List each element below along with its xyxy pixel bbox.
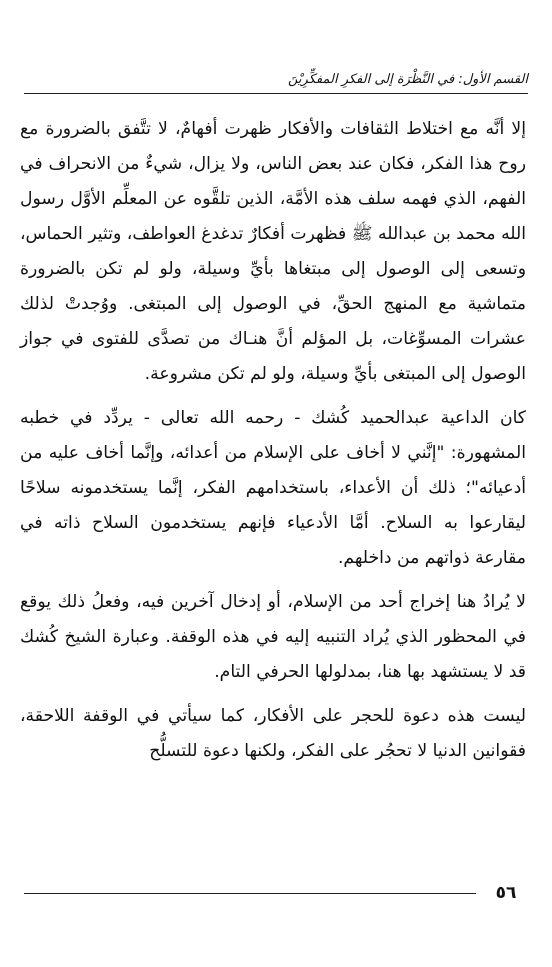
paragraph-1: إلا أنَّه مع اختلاط الثقافات والأفكار ظهرت أفهامٌ، لا تتَّفق بالضرورة مع روح هذا الفكر، فكان عند بعض الناس، ولا يزال، شيءٌ من الانحراف في الفهم، الذي فهمه سلف هذه الأمَّة، الذين تلقَّوه عن المعلِّم الأوَّل رسول الله محمد بن عبدالله ﷺ فظهرت أفكارٌ تدغدغ العواطف، وتثير الحماس، وتسعى إلى الوصول إلى مبتغاها بأيِّ وسيلة، ولو لم تكن بالضرورة متماشية مع المنهج الحقِّ، في الوصول إلى المبتغى. ووُجدتْ لذلك عشرات المسوِّغات، بل المؤلم أنَّ هنـاك من تصدَّى للفتوى في جواز الوصول إلى المبتغى بأيِّ وسيلة، ولو لم تكن مشروعة. [20, 119, 526, 384]
page-number: ٥٦ [495, 883, 517, 903]
paragraph-2: كان الداعية عبدالحميد كُشك - رحمه الله تعالى - يردِّد في خطبه المشهورة: "إنَّني لا أخاف على الإسلام من أعدائه، وإنَّما أخاف عليه من أدعيائه"؛ ذلك أن الأعداء، باستخدامهم الفكر، إنَّما يستخدمونه سلاحًا ليقارعوا به السلاح. أمَّا الأدعياء فإنهم يستخدمون السلاح ذاته في مقارعة ذواتهم من داخلهم. [20, 408, 526, 568]
body-text [20, 112, 526, 778]
running-header: القسم الأول: في النَّظْرَة إلى الفكرِ المفكِّرِيْنَ [288, 72, 528, 87]
footer-divider [24, 893, 476, 894]
header-divider [24, 93, 528, 94]
paragraph-3: لا يُرادُ هنا إخراج أحد من الإسلام، أو إدخال آخرين فيه، وفعلُ ذلك يوقع في المحظور الذي يُراد التنبيه إليه في هذه الوقفة. وعبارة الشيخ كُشك قد لا يستشهد بها هنا، بمدلولها الحرفي التام. [20, 592, 526, 682]
paragraph-4: ليست هذه دعوة للحجر على الأفكار، كما سيأتي في الوقفة اللاحقة، فقوانين الدنيا لا تحجُر على الفكر، ولكنها دعوة للتسلُّح [20, 706, 526, 761]
